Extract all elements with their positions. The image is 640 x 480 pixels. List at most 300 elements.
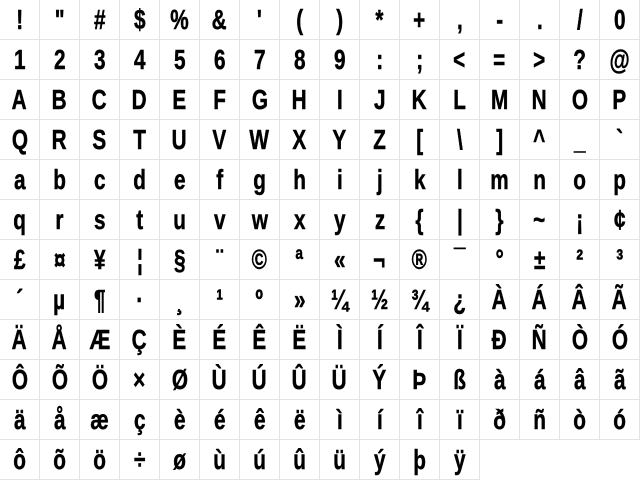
glyph-cell[interactable] <box>40 40 80 80</box>
glyph: Q <box>11 123 28 155</box>
glyph: % <box>170 3 189 35</box>
glyph-cell[interactable] <box>520 40 560 80</box>
glyph-cell[interactable] <box>160 400 200 440</box>
glyph-cell[interactable] <box>320 240 360 280</box>
glyph: ½ <box>370 283 389 315</box>
glyph-cell[interactable] <box>440 160 480 200</box>
glyph: ´ <box>16 283 23 315</box>
glyph-cell[interactable] <box>560 400 600 440</box>
glyph-cell[interactable] <box>520 360 560 400</box>
glyph-cell[interactable] <box>40 400 80 440</box>
glyph-cell[interactable] <box>160 280 200 320</box>
glyph-cell[interactable] <box>400 320 440 360</box>
glyph: u <box>173 203 186 235</box>
glyph-cell[interactable] <box>160 240 200 280</box>
glyph-cell[interactable] <box>360 80 400 120</box>
glyph-cell[interactable] <box>40 120 80 160</box>
glyph-cell[interactable] <box>560 320 600 360</box>
glyph-cell[interactable] <box>320 120 360 160</box>
glyph-cell[interactable] <box>320 200 360 240</box>
glyph-cell[interactable] <box>360 240 400 280</box>
glyph-cell[interactable] <box>560 240 600 280</box>
glyph-cell[interactable] <box>160 360 200 400</box>
glyph: ã <box>613 363 626 395</box>
glyph-cell[interactable] <box>320 40 360 80</box>
glyph-cell[interactable] <box>160 40 200 80</box>
glyph-cell[interactable] <box>0 320 40 360</box>
glyph-cell[interactable] <box>600 80 640 120</box>
glyph: C <box>92 83 107 115</box>
glyph-cell[interactable] <box>320 400 360 440</box>
glyph: m <box>490 163 509 195</box>
glyph: G <box>251 83 268 115</box>
glyph-cell[interactable] <box>400 360 440 400</box>
glyph: ð <box>493 403 506 435</box>
glyph-cell[interactable] <box>360 320 400 360</box>
glyph-cell[interactable] <box>200 120 240 160</box>
glyph: À <box>492 283 507 315</box>
glyph: Ð <box>492 323 507 355</box>
glyph-cell[interactable] <box>120 360 160 400</box>
glyph-cell[interactable] <box>240 0 280 40</box>
glyph: Ä <box>12 323 27 355</box>
glyph-cell[interactable] <box>360 200 400 240</box>
glyph-cell[interactable] <box>400 160 440 200</box>
glyph-cell[interactable] <box>200 160 240 200</box>
glyph-cell[interactable] <box>320 360 360 400</box>
glyph-cell[interactable] <box>520 120 560 160</box>
glyph-cell[interactable] <box>280 0 320 40</box>
glyph: Ù <box>212 363 227 395</box>
glyph-cell[interactable] <box>280 200 320 240</box>
glyph-cell[interactable] <box>600 240 640 280</box>
glyph-cell[interactable] <box>560 360 600 400</box>
glyph-cell[interactable] <box>200 0 240 40</box>
glyph-cell[interactable] <box>160 200 200 240</box>
glyph: ù <box>213 443 226 475</box>
glyph-cell[interactable] <box>80 400 120 440</box>
glyph-cell[interactable] <box>440 320 480 360</box>
glyph-cell[interactable] <box>400 200 440 240</box>
glyph-cell[interactable] <box>480 280 520 320</box>
glyph-cell[interactable] <box>0 400 40 440</box>
glyph-row <box>0 320 640 360</box>
glyph-cell[interactable] <box>40 240 80 280</box>
glyph-row <box>0 400 640 440</box>
glyph-cell[interactable] <box>240 40 280 80</box>
glyph: z <box>374 203 385 235</box>
glyph-cell[interactable] <box>280 120 320 160</box>
glyph: ç <box>133 403 146 435</box>
glyph: Õ <box>51 363 68 395</box>
glyph: a <box>13 163 26 195</box>
glyph-cell[interactable] <box>400 40 440 80</box>
glyph: S <box>92 123 107 155</box>
glyph: \ <box>456 123 463 155</box>
glyph-cell[interactable] <box>80 440 120 480</box>
glyph: û <box>293 443 306 475</box>
glyph-cell[interactable] <box>360 120 400 160</box>
glyph: , <box>456 3 463 35</box>
glyph: Ã <box>612 283 627 315</box>
glyph: L <box>453 83 466 115</box>
glyph: È <box>172 323 187 355</box>
glyph: y <box>333 203 346 235</box>
glyph-cell[interactable] <box>400 120 440 160</box>
glyph-cell[interactable] <box>160 440 200 480</box>
glyph-cell[interactable] <box>480 0 520 40</box>
glyph: @ <box>609 43 630 75</box>
glyph: o <box>573 163 586 195</box>
glyph-cell[interactable] <box>200 80 240 120</box>
glyph: © <box>251 243 268 275</box>
glyph-cell[interactable] <box>40 320 80 360</box>
glyph: A <box>12 83 27 115</box>
glyph-cell[interactable] <box>200 440 240 480</box>
glyph-cell[interactable] <box>360 360 400 400</box>
glyph-cell[interactable] <box>440 280 480 320</box>
glyph-cell[interactable] <box>360 0 400 40</box>
glyph: ö <box>93 443 106 475</box>
glyph-cell[interactable] <box>120 200 160 240</box>
glyph-cell[interactable] <box>280 360 320 400</box>
glyph: £ <box>13 243 26 275</box>
glyph-cell[interactable] <box>320 440 360 480</box>
glyph-cell[interactable] <box>600 200 640 240</box>
glyph: 5 <box>173 43 186 75</box>
glyph-cell[interactable] <box>240 160 280 200</box>
glyph-cell[interactable] <box>560 280 600 320</box>
glyph: ¶ <box>93 283 106 315</box>
glyph: ¥ <box>93 243 106 275</box>
glyph-cell[interactable] <box>240 400 280 440</box>
glyph-cell[interactable] <box>480 240 520 280</box>
glyph-cell[interactable] <box>280 80 320 120</box>
glyph: ó <box>613 403 626 435</box>
glyph: ¸ <box>176 283 183 315</box>
glyph: P <box>612 83 627 115</box>
glyph: 9 <box>333 43 346 75</box>
glyph-cell[interactable] <box>400 0 440 40</box>
glyph-row <box>0 160 640 200</box>
glyph-cell[interactable] <box>480 160 520 200</box>
glyph-cell[interactable] <box>0 80 40 120</box>
glyph-cell[interactable] <box>320 280 360 320</box>
glyph: [ <box>416 123 423 155</box>
glyph-cell[interactable] <box>520 200 560 240</box>
glyph: Ç <box>132 323 147 355</box>
glyph-cell[interactable] <box>80 80 120 120</box>
glyph-cell[interactable] <box>280 400 320 440</box>
glyph-cell[interactable] <box>40 160 80 200</box>
glyph-cell[interactable] <box>120 160 160 200</box>
glyph: _ <box>573 123 586 155</box>
glyph-cell[interactable] <box>80 0 120 40</box>
glyph: ³ <box>616 243 623 275</box>
glyph-cell[interactable] <box>400 240 440 280</box>
glyph-cell[interactable] <box>280 240 320 280</box>
glyph: : <box>376 43 383 75</box>
glyph-cell[interactable] <box>480 320 520 360</box>
glyph-cell[interactable] <box>280 440 320 480</box>
glyph-cell[interactable] <box>520 0 560 40</box>
glyph-cell[interactable] <box>560 120 600 160</box>
glyph-row <box>0 120 640 160</box>
glyph-cell[interactable] <box>440 200 480 240</box>
glyph: Ó <box>611 323 628 355</box>
glyph-cell[interactable] <box>200 40 240 80</box>
glyph-cell[interactable] <box>40 280 80 320</box>
glyph-cell[interactable] <box>120 120 160 160</box>
glyph-cell[interactable] <box>80 240 120 280</box>
glyph-cell[interactable] <box>320 0 360 40</box>
glyph: l <box>456 163 463 195</box>
glyph-cell[interactable] <box>360 440 400 480</box>
glyph: = <box>493 43 506 75</box>
glyph-cell[interactable] <box>280 160 320 200</box>
glyph-cell[interactable] <box>200 200 240 240</box>
glyph-cell[interactable] <box>520 280 560 320</box>
glyph-cell[interactable] <box>240 80 280 120</box>
glyph: Y <box>332 123 347 155</box>
glyph: 6 <box>213 43 226 75</box>
glyph-cell[interactable] <box>440 240 480 280</box>
glyph: ¤ <box>53 243 66 275</box>
glyph-cell[interactable] <box>160 0 200 40</box>
glyph-cell[interactable] <box>520 400 560 440</box>
glyph-cell[interactable] <box>120 400 160 440</box>
glyph-cell[interactable] <box>240 240 280 280</box>
glyph-row <box>0 360 640 400</box>
glyph-cell[interactable] <box>440 0 480 40</box>
glyph-cell[interactable] <box>0 440 40 480</box>
glyph: º <box>255 283 264 315</box>
glyph-cell[interactable] <box>360 400 400 440</box>
glyph: ¢ <box>613 203 626 235</box>
glyph-cell[interactable] <box>480 200 520 240</box>
glyph: $ <box>133 3 146 35</box>
glyph: N <box>532 83 547 115</box>
glyph: ( <box>296 3 303 35</box>
glyph: « <box>333 243 346 275</box>
glyph-cell[interactable] <box>320 80 360 120</box>
glyph-cell[interactable] <box>80 40 120 80</box>
glyph-cell[interactable] <box>200 280 240 320</box>
glyph-cell[interactable] <box>200 240 240 280</box>
glyph: > <box>533 43 546 75</box>
glyph-cell[interactable] <box>0 120 40 160</box>
glyph-cell[interactable] <box>40 0 80 40</box>
glyph: Ô <box>11 363 28 395</box>
glyph-cell[interactable] <box>400 80 440 120</box>
glyph-cell[interactable] <box>480 360 520 400</box>
glyph-cell[interactable] <box>80 360 120 400</box>
glyph-cell[interactable] <box>0 160 40 200</box>
glyph: n <box>533 163 546 195</box>
glyph: 2 <box>53 43 66 75</box>
glyph: E <box>172 83 187 115</box>
glyph-cell[interactable] <box>400 440 440 480</box>
glyph-cell[interactable] <box>600 360 640 400</box>
glyph-cell[interactable] <box>600 400 640 440</box>
glyph-cell[interactable] <box>600 160 640 200</box>
glyph: K <box>412 83 427 115</box>
glyph-cell[interactable] <box>120 40 160 80</box>
glyph: { <box>415 203 424 235</box>
glyph-cell[interactable] <box>480 400 520 440</box>
glyph-cell[interactable] <box>80 120 120 160</box>
glyph-cell[interactable] <box>560 40 600 80</box>
glyph-cell[interactable] <box>560 160 600 200</box>
glyph-cell[interactable] <box>440 120 480 160</box>
glyph-cell[interactable] <box>480 40 520 80</box>
glyph: B <box>52 83 67 115</box>
glyph-cell[interactable] <box>120 240 160 280</box>
glyph-cell[interactable] <box>280 40 320 80</box>
glyph: V <box>212 123 227 155</box>
glyph-row <box>0 80 640 120</box>
glyph: | <box>456 203 463 235</box>
glyph-cell[interactable] <box>120 440 160 480</box>
glyph: F <box>213 83 226 115</box>
glyph: I <box>336 83 343 115</box>
glyph-cell[interactable] <box>240 320 280 360</box>
glyph-cell[interactable] <box>440 80 480 120</box>
glyph-cell[interactable] <box>0 40 40 80</box>
glyph: à <box>493 363 506 395</box>
glyph: î <box>416 403 423 435</box>
glyph-cell[interactable] <box>520 240 560 280</box>
glyph-cell[interactable] <box>200 360 240 400</box>
glyph-cell[interactable] <box>160 160 200 200</box>
glyph: ^ <box>533 123 546 155</box>
glyph: 0 <box>613 3 626 35</box>
glyph-cell[interactable] <box>240 200 280 240</box>
glyph-cell[interactable] <box>0 240 40 280</box>
glyph-cell[interactable] <box>200 320 240 360</box>
glyph-row <box>0 200 640 240</box>
glyph-cell[interactable] <box>240 280 280 320</box>
glyph-cell[interactable] <box>160 320 200 360</box>
glyph-cell[interactable] <box>240 440 280 480</box>
glyph-cell[interactable] <box>240 360 280 400</box>
glyph-cell[interactable] <box>320 160 360 200</box>
glyph: # <box>93 3 106 35</box>
glyph-cell[interactable] <box>120 280 160 320</box>
glyph-cell[interactable] <box>280 280 320 320</box>
glyph-row <box>0 0 640 40</box>
glyph: ¹ <box>216 283 223 315</box>
glyph-cell[interactable] <box>400 280 440 320</box>
glyph-cell[interactable] <box>360 40 400 80</box>
glyph-cell[interactable] <box>160 80 200 120</box>
glyph-cell[interactable] <box>480 80 520 120</box>
glyph-cell[interactable] <box>440 40 480 80</box>
glyph: ¯ <box>453 243 466 275</box>
glyph: v <box>213 203 226 235</box>
glyph-cell[interactable] <box>360 280 400 320</box>
glyph-cell[interactable] <box>0 280 40 320</box>
glyph-cell[interactable] <box>520 160 560 200</box>
glyph-cell[interactable] <box>80 160 120 200</box>
glyph-cell[interactable] <box>560 80 600 120</box>
glyph-cell[interactable] <box>440 440 480 480</box>
glyph: â <box>573 363 586 395</box>
glyph: ¡ <box>576 203 583 235</box>
glyph-cell[interactable] <box>280 320 320 360</box>
glyph: Ý <box>372 363 387 395</box>
glyph-cell[interactable] <box>600 0 640 40</box>
glyph: Â <box>572 283 587 315</box>
glyph: Ê <box>252 323 267 355</box>
glyph-row <box>0 280 640 320</box>
glyph: s <box>93 203 106 235</box>
glyph: ) <box>336 3 343 35</box>
glyph-cell[interactable] <box>520 80 560 120</box>
glyph-cell[interactable] <box>600 280 640 320</box>
glyph-cell[interactable] <box>520 320 560 360</box>
glyph-cell[interactable] <box>0 200 40 240</box>
glyph-cell[interactable] <box>40 440 80 480</box>
glyph-cell[interactable] <box>560 0 600 40</box>
glyph-cell[interactable] <box>200 400 240 440</box>
glyph: . <box>536 3 543 35</box>
glyph-cell[interactable] <box>600 40 640 80</box>
glyph-row <box>0 440 640 480</box>
glyph-cell[interactable] <box>560 200 600 240</box>
glyph-cell[interactable] <box>480 120 520 160</box>
glyph-cell[interactable] <box>600 320 640 360</box>
glyph: ú <box>253 443 266 475</box>
glyph-cell[interactable] <box>80 200 120 240</box>
glyph-cell[interactable] <box>160 120 200 160</box>
glyph: j <box>376 163 383 195</box>
glyph: ° <box>495 243 504 275</box>
glyph: · <box>136 283 143 315</box>
glyph: ; <box>416 43 423 75</box>
glyph-cell[interactable] <box>440 400 480 440</box>
glyph-cell[interactable] <box>240 120 280 160</box>
glyph-cell[interactable] <box>0 360 40 400</box>
glyph-cell[interactable] <box>360 160 400 200</box>
glyph-cell[interactable] <box>80 280 120 320</box>
glyph-cell[interactable] <box>440 360 480 400</box>
glyph: Å <box>52 323 67 355</box>
glyph-cell[interactable] <box>0 0 40 40</box>
glyph-cell[interactable] <box>120 320 160 360</box>
glyph: q <box>13 203 26 235</box>
glyph-cell[interactable] <box>600 120 640 160</box>
glyph: Ñ <box>532 323 547 355</box>
glyph: b <box>53 163 66 195</box>
glyph-cell[interactable] <box>400 400 440 440</box>
glyph-cell[interactable] <box>40 200 80 240</box>
glyph-cell[interactable] <box>320 320 360 360</box>
glyph: ë <box>293 403 306 435</box>
glyph-cell[interactable] <box>40 360 80 400</box>
glyph-cell[interactable] <box>120 0 160 40</box>
empty-cell <box>480 440 520 480</box>
glyph: ª <box>295 243 304 275</box>
glyph: Z <box>373 123 386 155</box>
glyph: Æ <box>89 323 110 355</box>
glyph-cell[interactable] <box>80 320 120 360</box>
glyph: ¬ <box>373 243 386 275</box>
glyph-cell[interactable] <box>40 80 80 120</box>
glyph-cell[interactable] <box>120 80 160 120</box>
glyph: Á <box>532 283 547 315</box>
glyph: þ <box>413 443 426 475</box>
